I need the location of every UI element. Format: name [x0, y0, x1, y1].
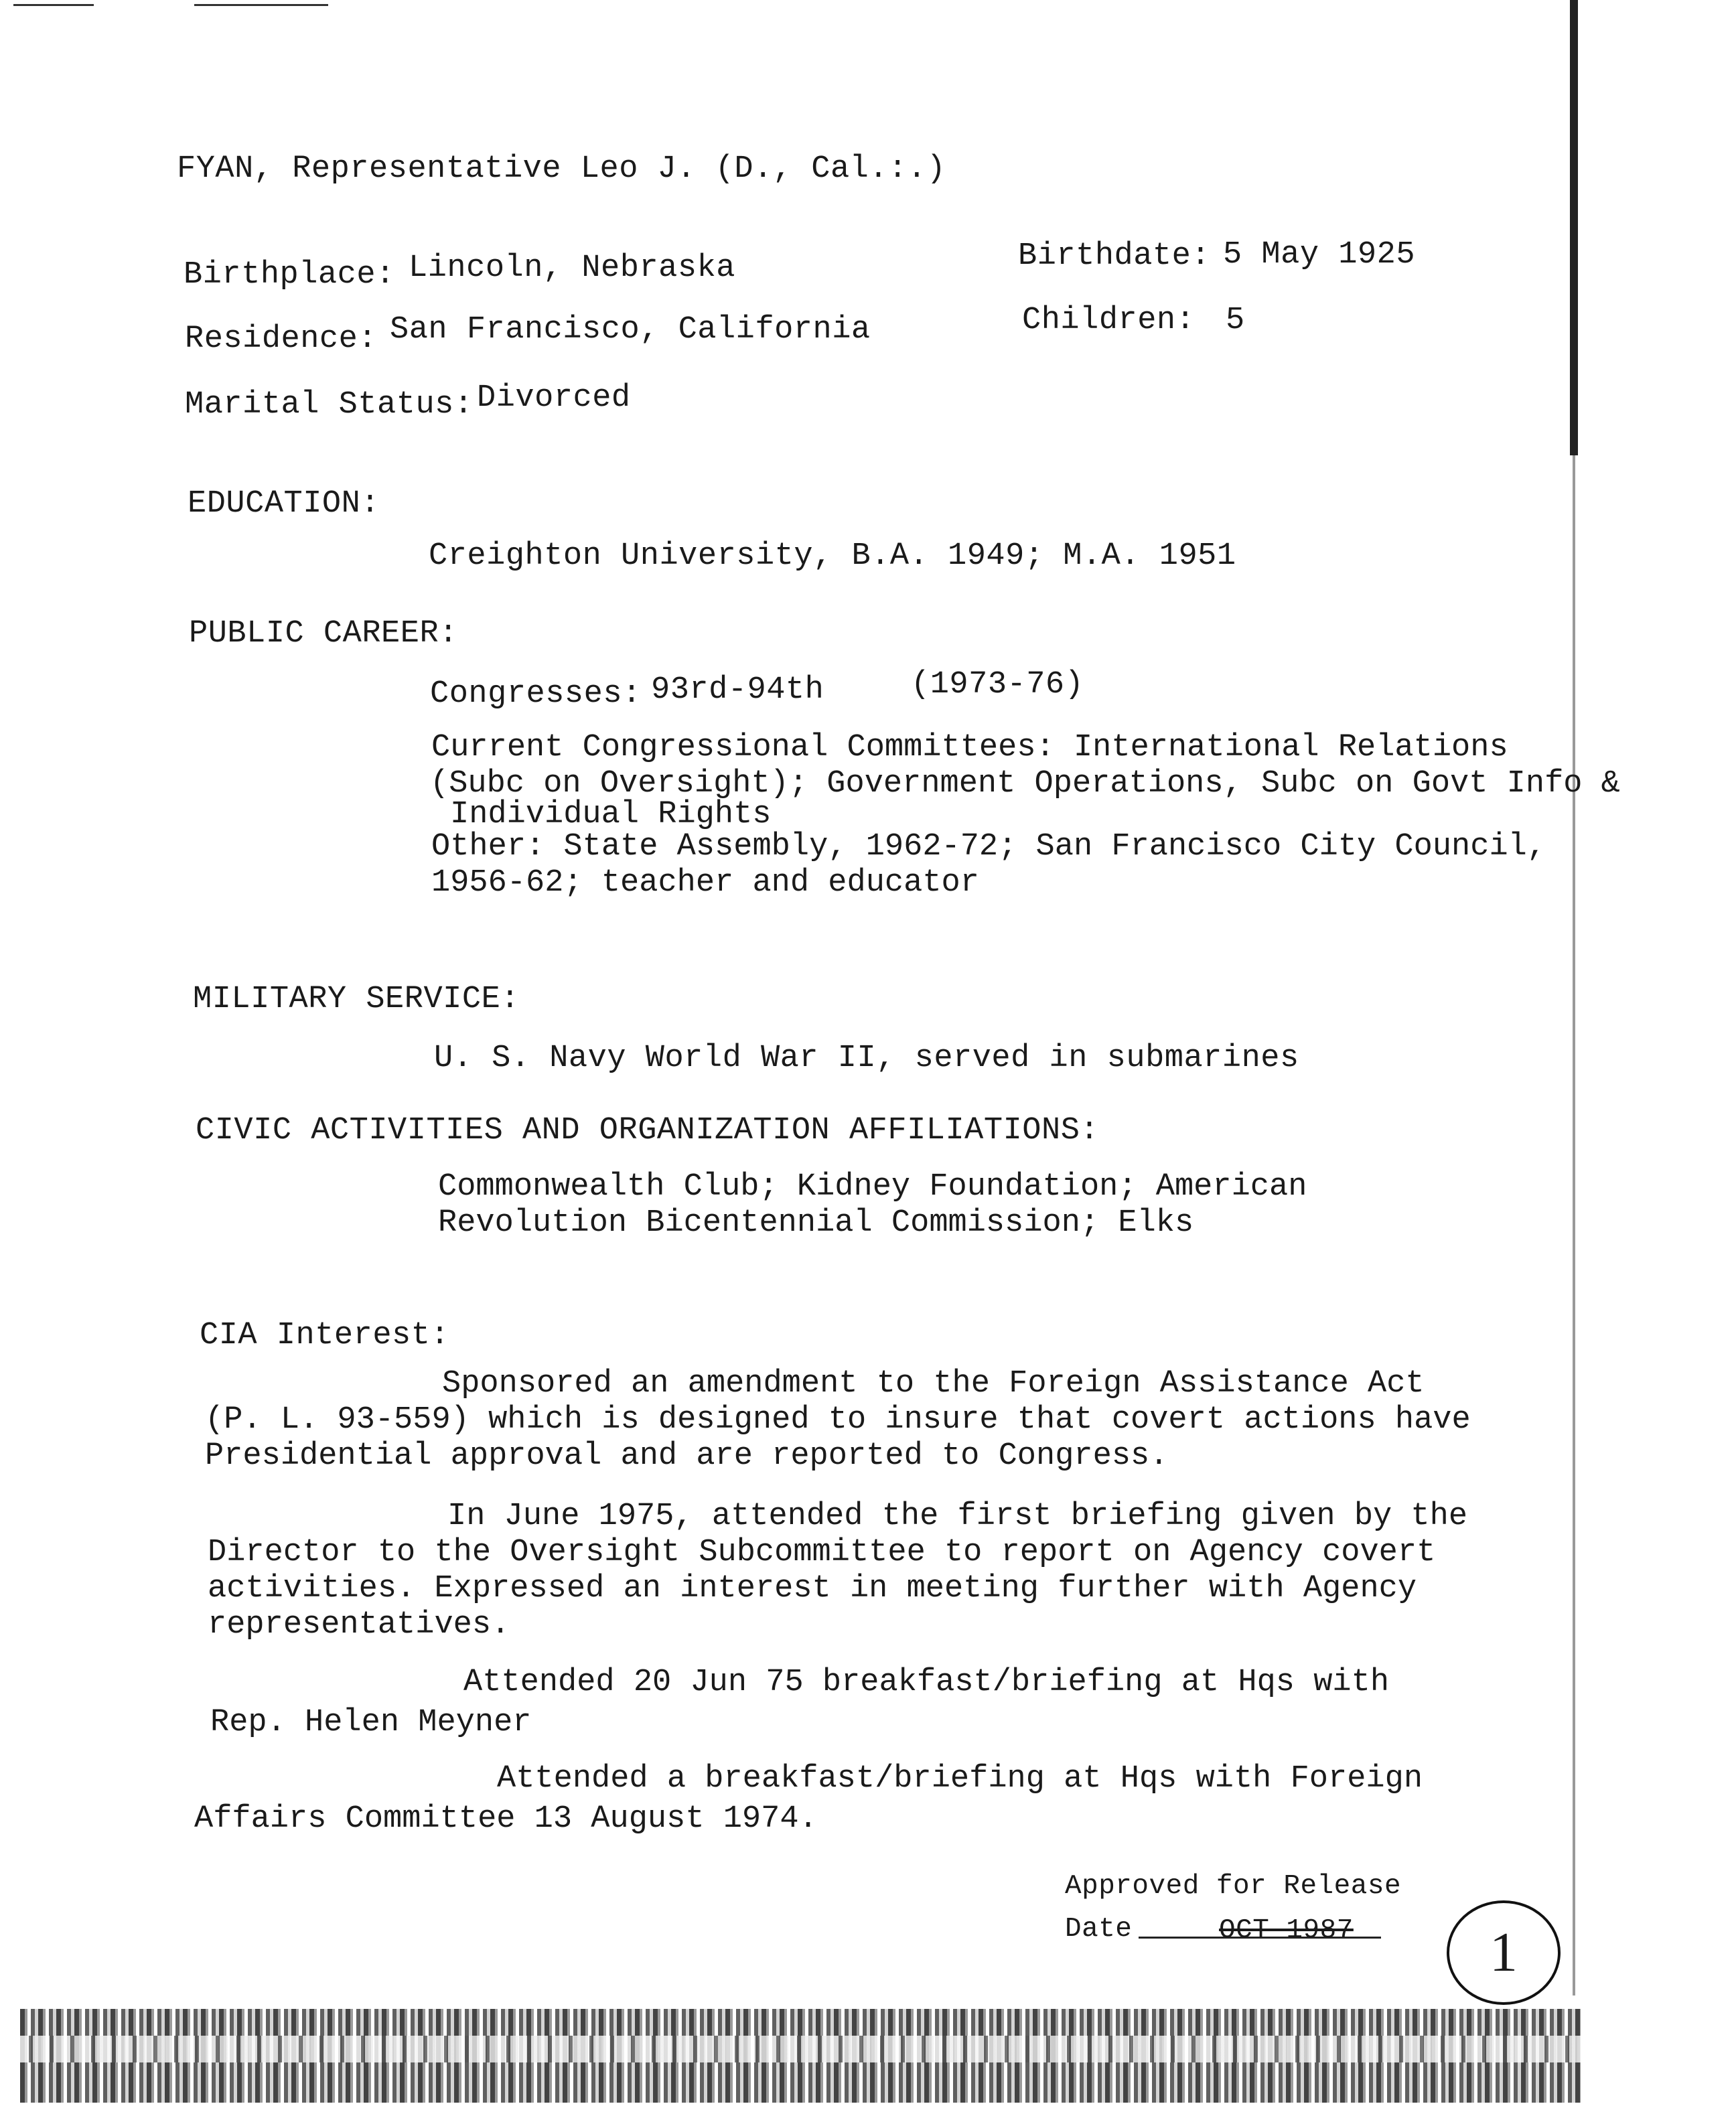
other-line-2: 1956-62; teacher and educator: [431, 865, 979, 901]
residence-value: San Francisco, California: [390, 312, 871, 348]
scan-edge: [1573, 455, 1575, 1996]
congresses-value: 93rd-94th: [651, 672, 824, 708]
committees-text: [431, 730, 1620, 901]
cia-interest-heading: CIA Interest:: [200, 1318, 450, 1353]
congresses-years: (1973-76): [911, 667, 1084, 702]
cia-p2-line-1: In June 1975, attended the first briefing given by the: [447, 1499, 1468, 1534]
cia-paragraph-4: [194, 1761, 1423, 1837]
civic-line-1: Commonwealth Club; Kidney Foundation; American: [438, 1169, 1307, 1205]
civic-line-2: Revolution Bicentennial Commission; Elks: [438, 1205, 1194, 1241]
cia-p2-line-3: activities. Expressed an interest in meeting further with Agency: [208, 1571, 1417, 1606]
release-date-value: OCT 1987: [1219, 1915, 1354, 1946]
children-value: 5: [1226, 303, 1245, 338]
scan-artifact: [194, 4, 328, 6]
other-line-1: Other: State Assembly, 1962-72; San Francisco City Council,: [431, 829, 1546, 864]
committees-line-1: Current Congressional Committees: International Relations: [431, 730, 1508, 765]
scan-edge: [1570, 0, 1578, 455]
cia-p4-line-2: Affairs Committee 13 August 1974.: [194, 1801, 818, 1837]
cia-paragraph-2: [208, 1499, 1467, 1643]
committees-line-3: Individual Rights: [450, 797, 772, 832]
committees-line-2: (Subc on Oversight); Government Operations, Subc on Govt Info &: [430, 766, 1620, 802]
cia-p1-line-3: Presidential approval and are reported to Congress.: [205, 1438, 1169, 1474]
page-number-circle: [1447, 1900, 1561, 2005]
cia-p2-line-4: representatives.: [208, 1607, 510, 1643]
cia-p1-line-1: Sponsored an amendment to the Foreign Assistance Act: [442, 1366, 1425, 1402]
cia-paragraph-1: [205, 1366, 1471, 1475]
birthplace-label: Birthplace:: [184, 257, 395, 293]
military-service-text: U. S. Navy World War II, served in submarines: [434, 1041, 1299, 1076]
marital-status-label: Marital Status:: [185, 387, 474, 423]
civic-heading: CIVIC ACTIVITIES AND ORGANIZATION AFFILIATIONS:: [196, 1113, 1100, 1148]
cia-paragraph-3: [210, 1665, 1389, 1741]
congresses-label: Congresses:: [430, 676, 642, 712]
release-date-label: Date: [1065, 1914, 1133, 1945]
public-career-heading: PUBLIC CAREER:: [189, 616, 458, 652]
release-stamp: Approved for Release: [1065, 1871, 1402, 1902]
residence-label: Residence:: [185, 321, 378, 357]
cia-p4-line-1: Attended a breakfast/briefing at Hqs with Foreign: [497, 1761, 1423, 1797]
cia-p1-line-2: (P. L. 93-559) which is designed to insure that covert actions have: [205, 1402, 1471, 1438]
cia-p3-line-2: Rep. Helen Meyner: [210, 1705, 532, 1740]
birthdate-value: 5 May 1925: [1223, 237, 1416, 273]
scan-artifact-bottom: [20, 2036, 1581, 2062]
page-number: 1: [1490, 1921, 1518, 1983]
marital-status-value: Divorced: [477, 380, 631, 416]
cia-p3-line-1: Attended 20 Jun 75 breakfast/briefing at Hqs with: [463, 1665, 1390, 1700]
birthdate-label: Birthdate:: [1018, 238, 1211, 274]
military-service-heading: MILITARY SERVICE:: [193, 982, 520, 1017]
subject-name: FYAN, Representative Leo J. (D., Cal.:.): [177, 151, 946, 187]
scan-artifact: [13, 4, 94, 6]
birthplace-value: Lincoln, Nebraska: [409, 250, 735, 286]
civic-text: [438, 1169, 1307, 1241]
cia-p2-line-2: Director to the Oversight Subcommittee to report on Agency covert: [208, 1535, 1436, 1570]
education-heading: EDUCATION:: [188, 486, 380, 522]
education-text: Creighton University, B.A. 1949; M.A. 1951: [429, 538, 1236, 574]
children-label: Children:: [1022, 303, 1196, 338]
